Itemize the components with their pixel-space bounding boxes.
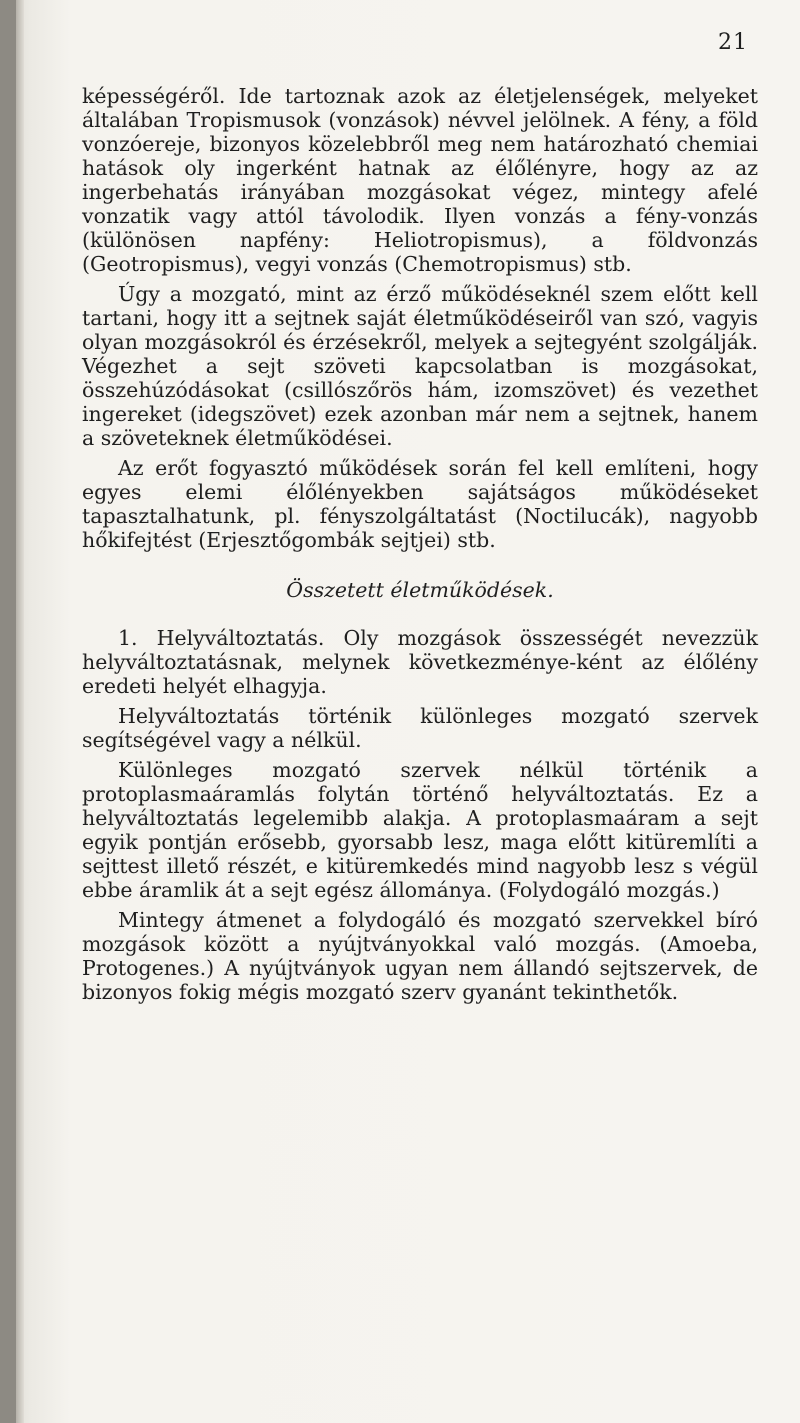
body-text [82, 84, 758, 1010]
book-gutter [0, 0, 16, 1423]
gutter-shadow [16, 0, 24, 1423]
section-heading: Összetett életműködések. [286, 578, 554, 602]
paragraph: képességéről. Ide tartoznak azok az életjelenségek, melyeket általában Tropismusok (vonzások) névvel jelölnek. A fény, a föld vonzóereje, bizonyos közelebbről meg nem határozható chemiai hatások oly ingerként hatnak az élőlényre, hogy az az ingerbehatás irányában mozgásokat végez, mintegy afelé vonzatik vagy attól távolodik. Ilyen vonzás a fény-vonzás (különösen napfény: Heliotropismus), a földvonzás (Geotropismus), vegyi vonzás (Chemotropismus) stb. [82, 84, 758, 276]
paragraph: Különleges mozgató szervek nélkül történik a protoplasmaáramlás folytán történő helyváltoztatás. Ez a helyváltoztatás legelemibb alakja. A protoplasmaáram a sejt egyik pontján erősebb, gyorsabb lesz, maga előtt kitüremlíti a sejttest illető részét, e kitüremkedés mind nagyobb lesz s végül ebbe áramlik át a sejt egész állománya. (Folydogáló mozgás.) [82, 758, 758, 902]
paragraph: Helyváltoztatás történik különleges mozgató szervek segítségével vagy a nélkül. [82, 704, 758, 752]
paragraph: Úgy a mozgató, mint az érző működéseknél szem előtt kell tartani, hogy itt a sejtnek saját életműködéseiről van szó, vagyis olyan mozgásokról és érzésekről, melyek a sejtegyént szolgálják. Végezhet a sejt szöveti kapcsolatban is mozgásokat, összehúzódásokat (csillószőrös hám, izomszövet) és vezethet ingereket (idegszövet) ezek azonban már nem a sejtnek, hanem a szöveteknek életműködései. [82, 282, 758, 450]
page-number: 21 [718, 30, 748, 55]
paragraph: Az erőt fogyasztó működések során fel kell említeni, hogy egyes elemi élőlényekben sajátságos működéseket tapasztalhatunk, pl. fényszolgáltatást (Noctilucák), nagyobb hőkifejtést (Erjesztőgombák sejtjei) stb. [82, 456, 758, 552]
paragraph: Mintegy átmenet a folydogáló és mozgató szervekkel bíró mozgások között a nyújtványokkal való mozgás. (Amoeba, Protogenes.) A nyújtványok ugyan nem állandó sejtszervek, de bizonyos fokig mégis mozgató szerv gyanánt tekinthetők. [82, 908, 758, 1004]
paragraph: 1. Helyváltoztatás. Oly mozgások összességét nevezzük helyváltoztatásnak, melynek következménye-ként az élőlény eredeti helyét elhagyja. [82, 626, 758, 698]
